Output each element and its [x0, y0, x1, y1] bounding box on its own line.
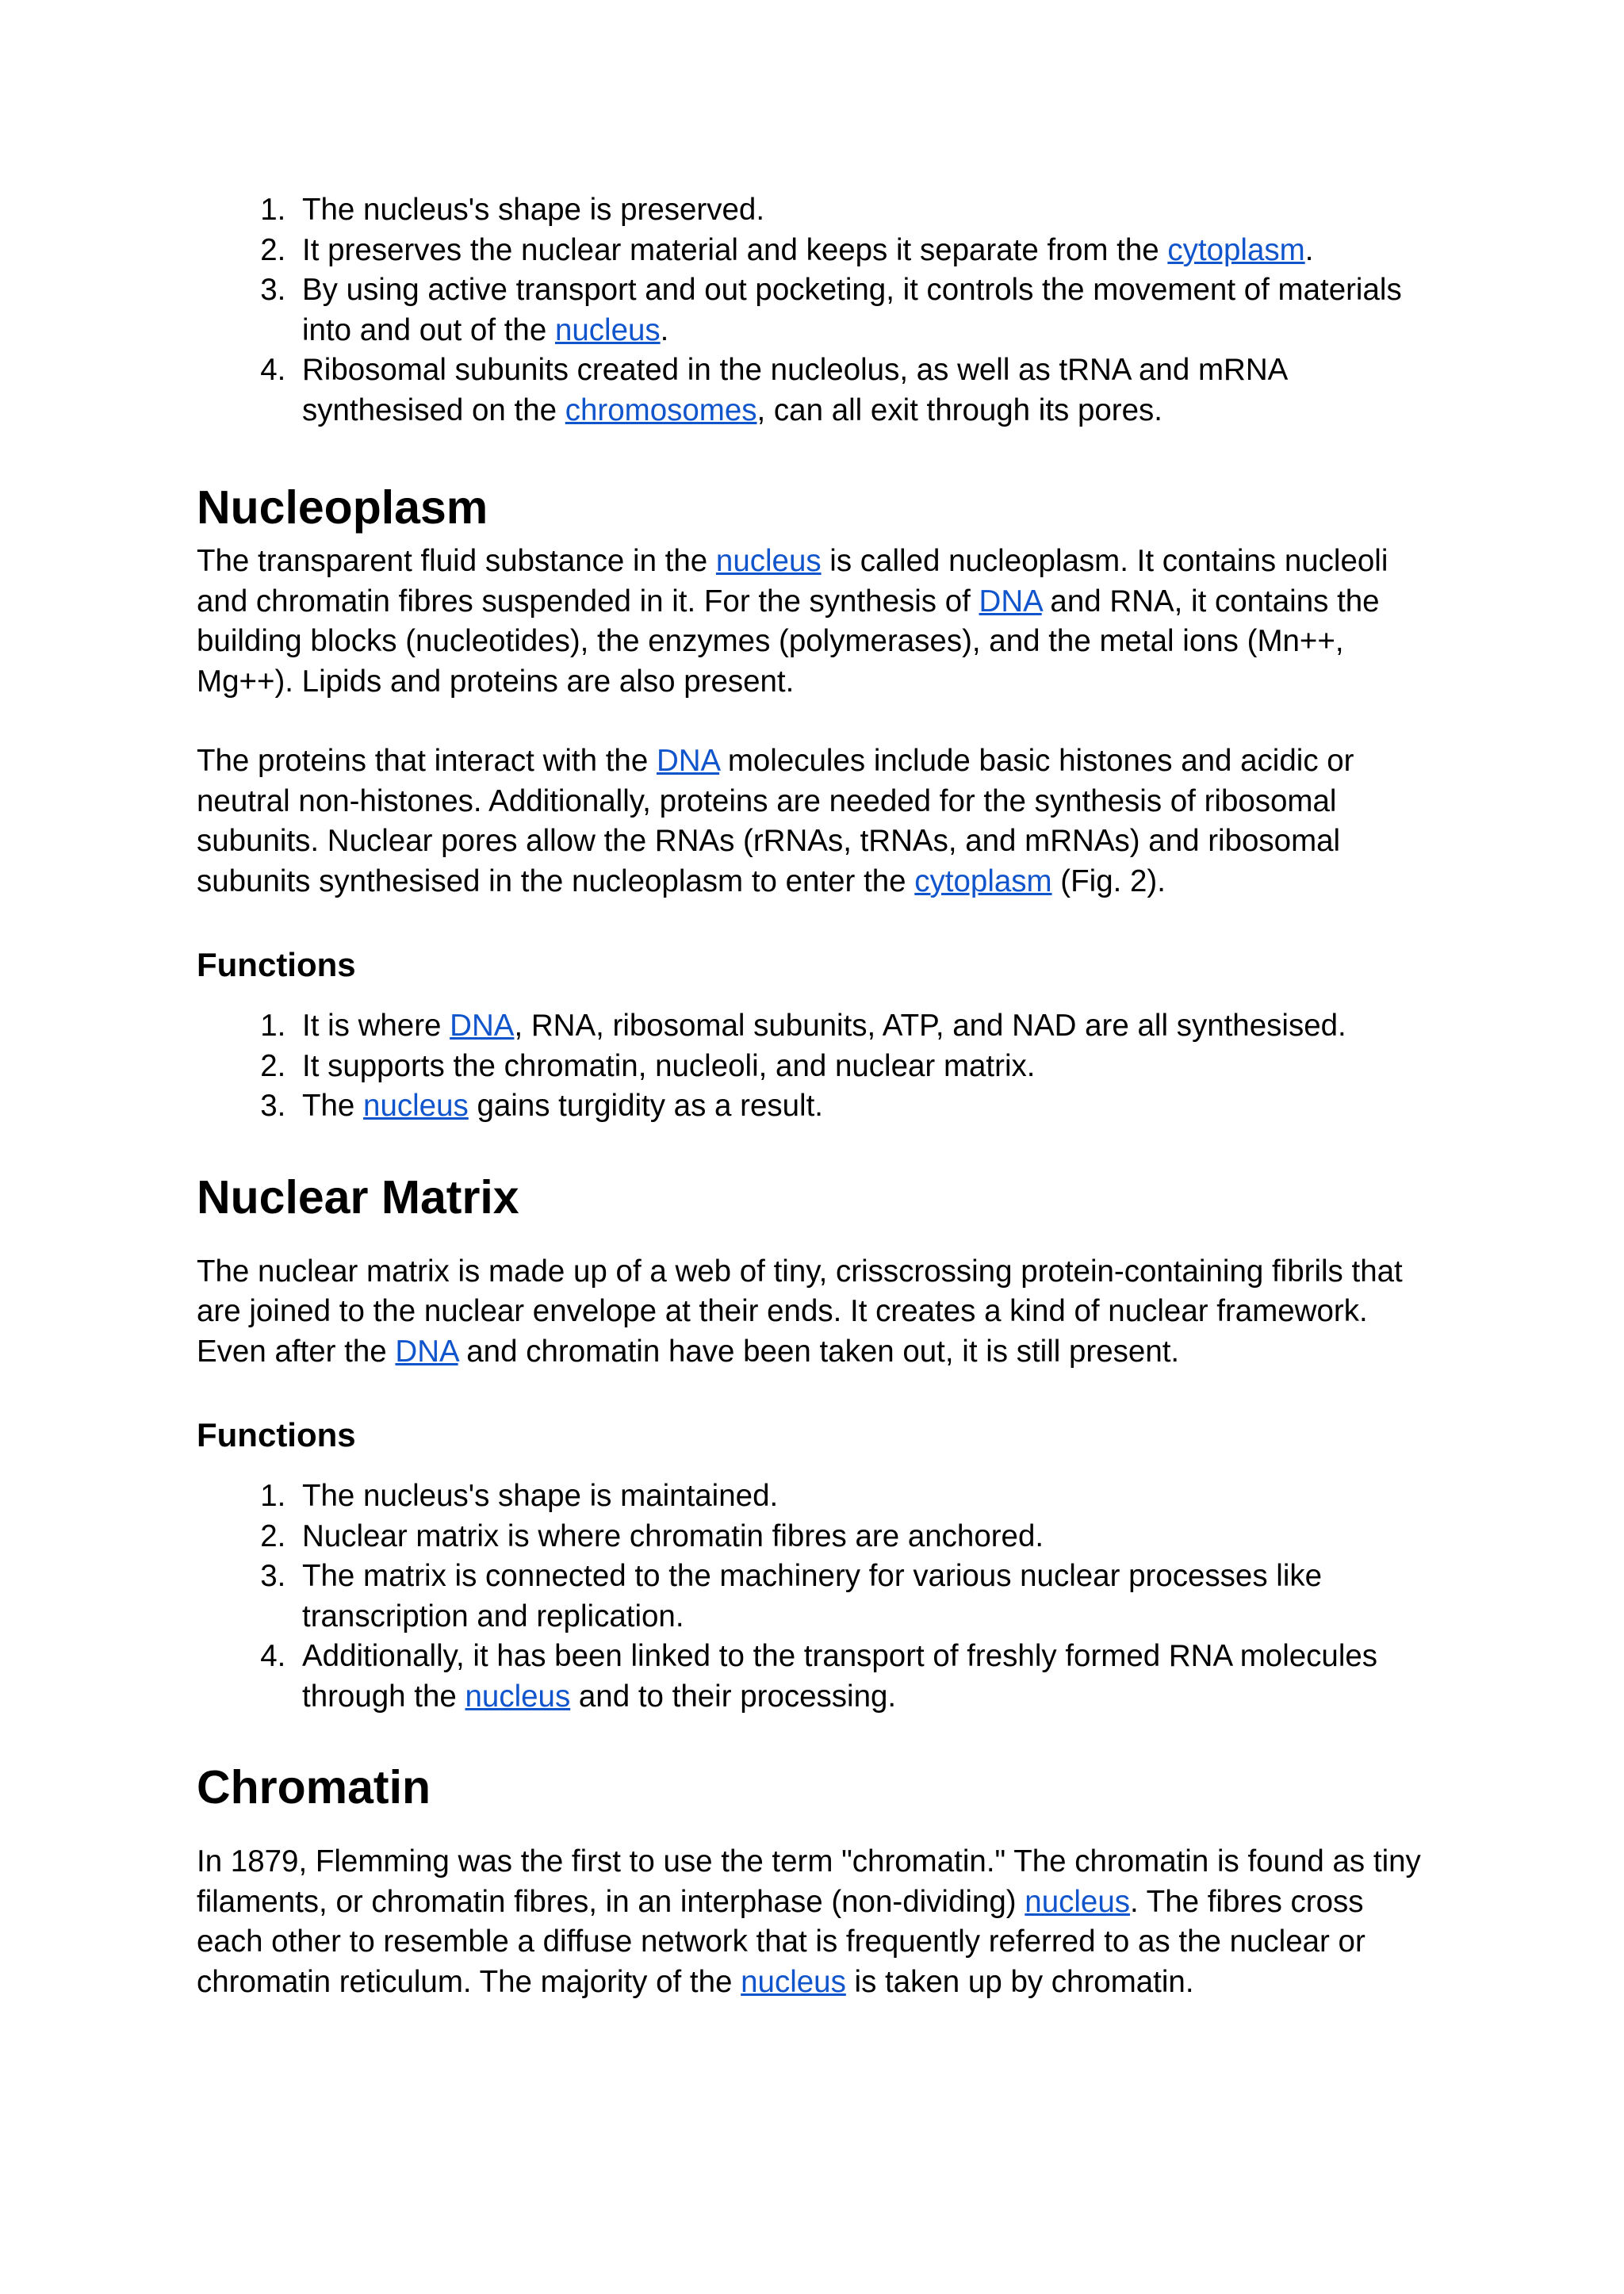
- nuclear-matrix-functions-list: [197, 1476, 1434, 1717]
- nucleoplasm-paragraph-1: The transparent fluid substance in the nucleus is called nucleoplasm. It contains nucleoli and chromatin fibres suspended in it. For the synthesis of DNA and RNA, it contains the building blocks (nucleotides), the enzymes (polymerases), and the metal ions (Mn++, Mg++). Lipids and proteins are also present.: [197, 544, 1388, 699]
- list-item: 2. It supports the chromatin, nucleoli, and nuclear matrix.: [294, 1047, 1434, 1087]
- chromatin-paragraph: In 1879, Flemming was the first to use the term "chromatin." The chromatin is found as tiny filaments, or chromatin fibres, in an interphase (non-dividing) nucleus. The fibres cross each other to resemble a diffuse network that is frequently referred to as the nuclear or chromatin reticulum. The majority of the nucleus is taken up by chromatin.: [197, 1844, 1421, 1999]
- nucleoplasm-heading: Nucleoplasm: [197, 481, 488, 534]
- dna-link[interactable]: DNA: [656, 744, 720, 778]
- list-item: 3. The nucleus gains turgidity as a result.: [294, 1086, 1434, 1127]
- cytoplasm-link[interactable]: cytoplasm: [914, 864, 1052, 898]
- membrane-functions-list: [197, 190, 1434, 431]
- nuclear-matrix-heading: Nuclear Matrix: [197, 1170, 519, 1224]
- list-item: 3. The matrix is connected to the machinery for various nuclear processes like transcription and replication.: [294, 1557, 1434, 1637]
- list-item: 1. It is where DNA, RNA, ribosomal subunits, ATP, and NAD are all synthesised.: [294, 1006, 1434, 1047]
- list-item: 2. Nuclear matrix is where chromatin fibres are anchored.: [294, 1517, 1434, 1557]
- chromatin-heading: Chromatin: [197, 1761, 431, 1813]
- cytoplasm-link[interactable]: cytoplasm: [1167, 232, 1305, 267]
- nucleus-link[interactable]: nucleus: [465, 1679, 571, 1714]
- nucleus-link[interactable]: nucleus: [1025, 1884, 1130, 1919]
- list-item: 1. The nucleus's shape is preserved.: [294, 190, 1434, 231]
- nucleus-link[interactable]: nucleus: [741, 1964, 846, 1999]
- nucleoplasm-functions-heading: Functions: [197, 946, 356, 983]
- nucleoplasm-functions-list: [197, 1006, 1434, 1127]
- dna-link[interactable]: DNA: [395, 1334, 458, 1369]
- nuclear-matrix-functions-heading: Functions: [197, 1416, 356, 1453]
- nucleoplasm-paragraph-2: The proteins that interact with the DNA molecules include basic histones and acidic or neutral non-histones. Additionally, proteins are needed for the synthesis of ribosomal subunits. Nuclear pores allow the RNAs (rRNAs, tRNAs, and mRNAs) and ribosomal subunits synthesised in the nucleoplasm to enter the cytoplasm (Fig. 2).: [197, 744, 1354, 898]
- list-item: 4. Additionally, it has been linked to the transport of freshly formed RNA molecules through the nucleus and to their processing.: [294, 1637, 1434, 1717]
- nucleus-link[interactable]: nucleus: [554, 312, 661, 347]
- chromosomes-link[interactable]: chromosomes: [565, 393, 757, 427]
- dna-link[interactable]: DNA: [450, 1009, 515, 1043]
- list-item: 4. Ribosomal subunits created in the nucleolus, as well as tRNA and mRNA synthesised on the chromosomes, can all exit through its pores.: [294, 350, 1434, 431]
- list-item: 1. The nucleus's shape is maintained.: [294, 1476, 1434, 1517]
- dna-link[interactable]: DNA: [979, 584, 1042, 618]
- list-item: 2. It preserves the nuclear material and keeps it separate from the cytoplasm.: [294, 231, 1434, 271]
- nucleus-link[interactable]: nucleus: [715, 544, 822, 578]
- document-page: [197, 190, 1434, 2002]
- nucleus-link[interactable]: nucleus: [363, 1089, 469, 1123]
- list-item: 3. By using active transport and out pocketing, it controls the movement of materials into and out of the nucleus.: [294, 270, 1434, 350]
- nuclear-matrix-paragraph: The nuclear matrix is made up of a web of tiny, crisscrossing protein-containing fibrils that are joined to the nuclear envelope at their ends. It creates a kind of nuclear framework. Even after the DNA and chromatin have been taken out, it is still present.: [197, 1254, 1403, 1369]
